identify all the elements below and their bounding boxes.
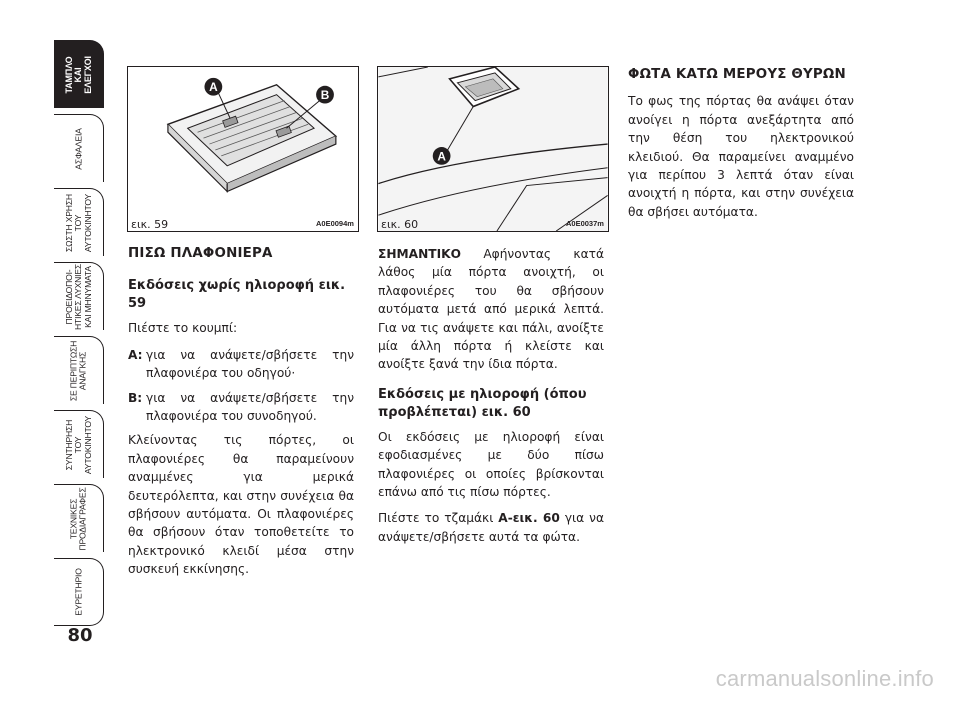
page-number: 80 (67, 625, 93, 646)
subsection-heading: Εκδόσεις με ηλιοροφή (όπου προβλέπεται) εικ. 60 (378, 386, 587, 420)
marker-a-label: A (209, 80, 218, 95)
body-text: Κλείνοντας τις πόρτες, οι πλαφονιέρες θα παραμείνουν αναμμένες για μερικά δευτερόλεπτα, και στην συνέχεια θα σβήσουν αυτόματα. Οι πλαφονιέρες θα σβήσουν όταν τοποθετείτε το ηλεκτρονικό κλειδί μέσα στην συσκευή εκκίνησης. (128, 433, 354, 577)
tab-maintenance[interactable]: ΣΥΝΤΗΡΗΣΗ ΤΟΥ ΑΥΤΟΚΙΝΗΤΟΥ (54, 410, 104, 478)
column-door-lights (628, 66, 854, 229)
important-label: ΣΗΜΑΝΤΙΚΟ (378, 247, 461, 261)
tab-safety[interactable]: ΑΣΦΑΛΕΙΑ (54, 114, 104, 182)
item-key: A: (128, 347, 143, 362)
item-text: για να ανάψετε/σβήσετε την πλαφονιέρα του συνοδηγού. (146, 390, 354, 424)
figure-59-caption: εικ. 59 (131, 218, 169, 231)
body-text: Το φως της πόρτας θα ανάψει όταν ανοίγει η πόρτα ανεξάρτητα από την θέση του ηλεκτρονικού κλειδιού. Θα παραμείνει αναμμένο για περίπου 3 λεπτά όταν είναι ανοιχτή η πόρτα, και στην συνέχεια θα σβήσει αυτόματα. (628, 94, 854, 219)
sunroof-dome-light-drawing (378, 67, 608, 231)
figure-59-illustration (127, 66, 359, 232)
tab-warning-lights[interactable]: ΠΡΟΕΙΔΟΠΟΙ- ΗΤΙΚΕΣ ΛΥΧΝΙΕΣ ΚΑΙ ΜΗΝΥΜΑΤΑ (54, 262, 104, 330)
item-text: για να ανάψετε/σβήσετε την πλαφονιέρα του οδηγού· (146, 347, 354, 381)
figure-60-illustration (377, 66, 609, 232)
tab-index[interactable]: ΕΥΡΕΤΗΡΙΟ (54, 558, 104, 626)
chapter-tabs (54, 40, 104, 616)
figure-59-code: A0E0094m (316, 219, 354, 228)
tab-emergency[interactable]: ΣΕ ΠΕΡΙΠΤΩΣΗ ΑΝΑΓΚΗΣ (54, 336, 104, 404)
press-instruction: Πιέστε το τζαμάκι A-εικ. 60 για να ανάψετε/σβήσετε αυτά τα φώτα. (378, 511, 604, 544)
tab-dashboard-controls[interactable]: ΤΑΜΠΛΟ ΚΑΙ ΕΛΕΓΧΟΙ (54, 40, 104, 108)
intro-text: Πιέστε το κουμπί: (128, 321, 238, 336)
marker-a-label: A (437, 149, 446, 164)
item-key: B: (128, 390, 143, 405)
tab-correct-use[interactable]: ΣΩΣΤΗ ΧΡΗΣΗ ΤΟΥ ΑΥΤΟΚΙΝΗΤΟΥ (54, 188, 104, 256)
important-note (378, 245, 604, 374)
section-heading: ΦΩΤΑ ΚΑΤΩ ΜΕΡΟΥΣ ΘΥΡΩΝ (628, 67, 846, 82)
figure-60-code: A0E0037m (566, 219, 604, 228)
rear-dome-light-drawing (128, 67, 358, 231)
marker-b-label: B (320, 88, 330, 103)
subsection-heading: Εκδόσεις χωρίς ηλιοροφή εικ. 59 (128, 278, 346, 312)
figure-reference: A-εικ. 60 (498, 511, 560, 526)
tab-technical-specs[interactable]: ΤΕΧΝΙΚΕΣ ΠΡΟΔΙΑΓΡΑΦΕΣ (54, 484, 104, 552)
column-sunroof-versions (378, 245, 604, 554)
figure-60-caption: εικ. 60 (381, 218, 419, 231)
list-item (128, 389, 354, 426)
column-rear-dome-light (128, 245, 354, 587)
list-item (128, 346, 354, 383)
section-heading: ΠΙΣΩ ΠΛΑΦΟΝΙΕΡΑ (128, 246, 273, 261)
important-text: Αφήνοντας κατά λάθος μία πόρτα ανοιχτή, οι πλαφονιέρες του θα σβήσουν αυτόματα μετά από μερικά λεπτά. Για να τις ανάψετε και πάλι, ανοίξτε μία άλλη πόρτα ή κλείστε και ανοίξτε ξανά την ίδια πόρτα. (378, 247, 604, 372)
body-text: Οι εκδόσεις με ηλιοροφή είναι εφοδιασμένες με δύο πίσω πλαφονιέρες οι οποίες βρίσκονται επάνω από τις πίσω πόρτες. (378, 429, 604, 500)
watermark: carmanualsonline.info (715, 666, 934, 691)
